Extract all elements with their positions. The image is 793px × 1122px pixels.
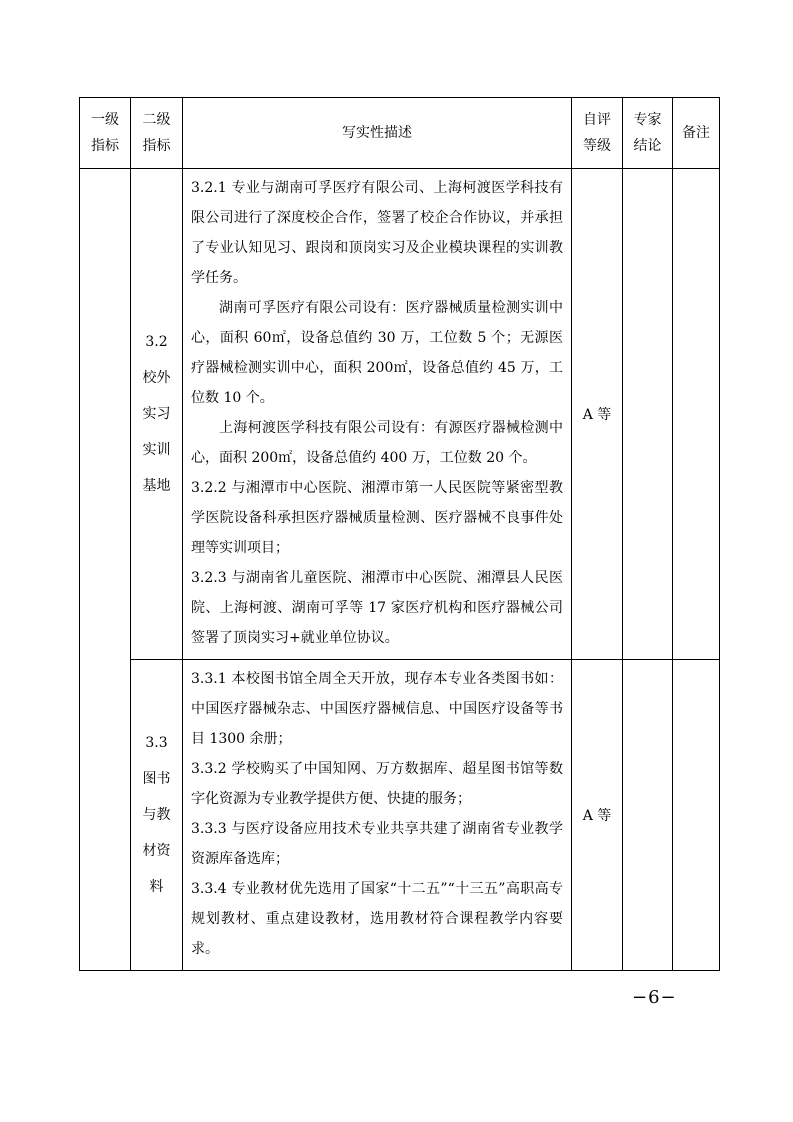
description-paragraph: 上海柯渡医学科技有限公司设有：有源医疗器械检测中心，面积 200㎡，设备总值约 400 万，工位数 20 个。 — [191, 420, 563, 466]
description-paragraph: 3.2.3 与湖南省儿童医院、湘潭市中心医院、湘潭县人民医院、上海柯渡、湖南可孚等 17 家医疗机构和医疗器械公司签署了顶岗实习+就业单位协议。 — [191, 570, 563, 646]
header-self-grade — [572, 98, 623, 169]
remarks-cell — [673, 660, 720, 971]
header-level2-line1: 二级 — [142, 112, 171, 128]
table-header-row — [80, 98, 720, 169]
description-paragraph: 3.3.2 学校购买了中国知网、万方数据库、超星图书馆等数字化资源为专业教学提供方便、快捷的服务； — [191, 761, 563, 807]
header-level1-line2: 指标 — [91, 138, 119, 154]
header-expert-line2: 结论 — [633, 138, 662, 154]
level2-line: 料 — [149, 879, 164, 895]
description-paragraph: 3.2.2 与湘潭市中心医院、湘潭市第一人民医院等紧密型教学医院设备科承担医疗器械质量检测、医疗器械不良事件处理等实训项目； — [191, 480, 563, 556]
header-level1-line1: 一级 — [91, 112, 119, 128]
level2-cell — [131, 660, 183, 971]
description-paragraph: 湖南可孚医疗有限公司设有：医疗器械质量检测实训中心，面积 60㎡，设备总值约 30 万，工位数 5 个；无源医疗器械检测实训中心，面积 200㎡，设备总值约 45 万，工位数 10 个。 — [191, 300, 563, 406]
header-level2 — [131, 98, 183, 169]
level2-line: 基地 — [142, 478, 171, 494]
header-level1 — [80, 98, 131, 169]
description-paragraph: 3.3.4 专业教材优先选用了国家“十二五”“十三五”高职高专规划教材、重点建设教材，选用教材符合课程教学内容要求。 — [191, 881, 563, 957]
description-paragraph: 3.3.1 本校图书馆全周全天开放，现存本专业各类图书如：中国医疗器械杂志、中国医疗器械信息、中国医疗设备等书目 1300 余册； — [191, 671, 563, 747]
header-self-grade-line2: 等级 — [583, 138, 611, 154]
description-cell — [183, 169, 572, 660]
header-expert — [623, 98, 673, 169]
header-level2-line2: 指标 — [142, 138, 171, 154]
level2-line: 3.3 — [145, 735, 168, 751]
level2-line: 3.2 — [145, 334, 168, 350]
description-paragraph: 3.2.1 专业与湖南可孚医疗有限公司、上海柯渡医学科技有限公司进行了深度校企合作，签署了校企合作协议，并承担了专业认知见习、跟岗和顶岗实习及企业模块课程的实训教学任务。 — [191, 180, 563, 286]
level2-line: 实习 — [142, 406, 171, 422]
page-number: −6− — [632, 987, 677, 1008]
description-paragraph: 3.3.3 与医疗设备应用技术专业共享共建了湖南省专业教学资源库备选库； — [191, 821, 563, 867]
expert-cell — [623, 169, 673, 660]
remarks-cell — [673, 169, 720, 660]
level1-cell — [80, 169, 131, 971]
header-remarks: 备注 — [673, 98, 720, 169]
header-expert-line1: 专家 — [633, 112, 662, 128]
evaluation-table-container — [79, 97, 719, 971]
description-cell — [183, 660, 572, 971]
level2-line: 实训 — [142, 442, 171, 458]
self-grade-cell: A 等 — [572, 660, 623, 971]
level2-line: 与教 — [142, 807, 171, 823]
expert-cell — [623, 660, 673, 971]
header-description: 写实性描述 — [183, 98, 572, 169]
self-grade-cell: A 等 — [572, 169, 623, 660]
table-row — [80, 169, 720, 660]
level2-line: 材资 — [142, 843, 171, 859]
header-self-grade-line1: 自评 — [583, 112, 611, 128]
evaluation-table — [79, 97, 720, 971]
level2-line: 图书 — [142, 771, 171, 787]
level2-cell — [131, 169, 183, 660]
level2-line: 校外 — [142, 370, 171, 386]
table-row — [80, 660, 720, 971]
